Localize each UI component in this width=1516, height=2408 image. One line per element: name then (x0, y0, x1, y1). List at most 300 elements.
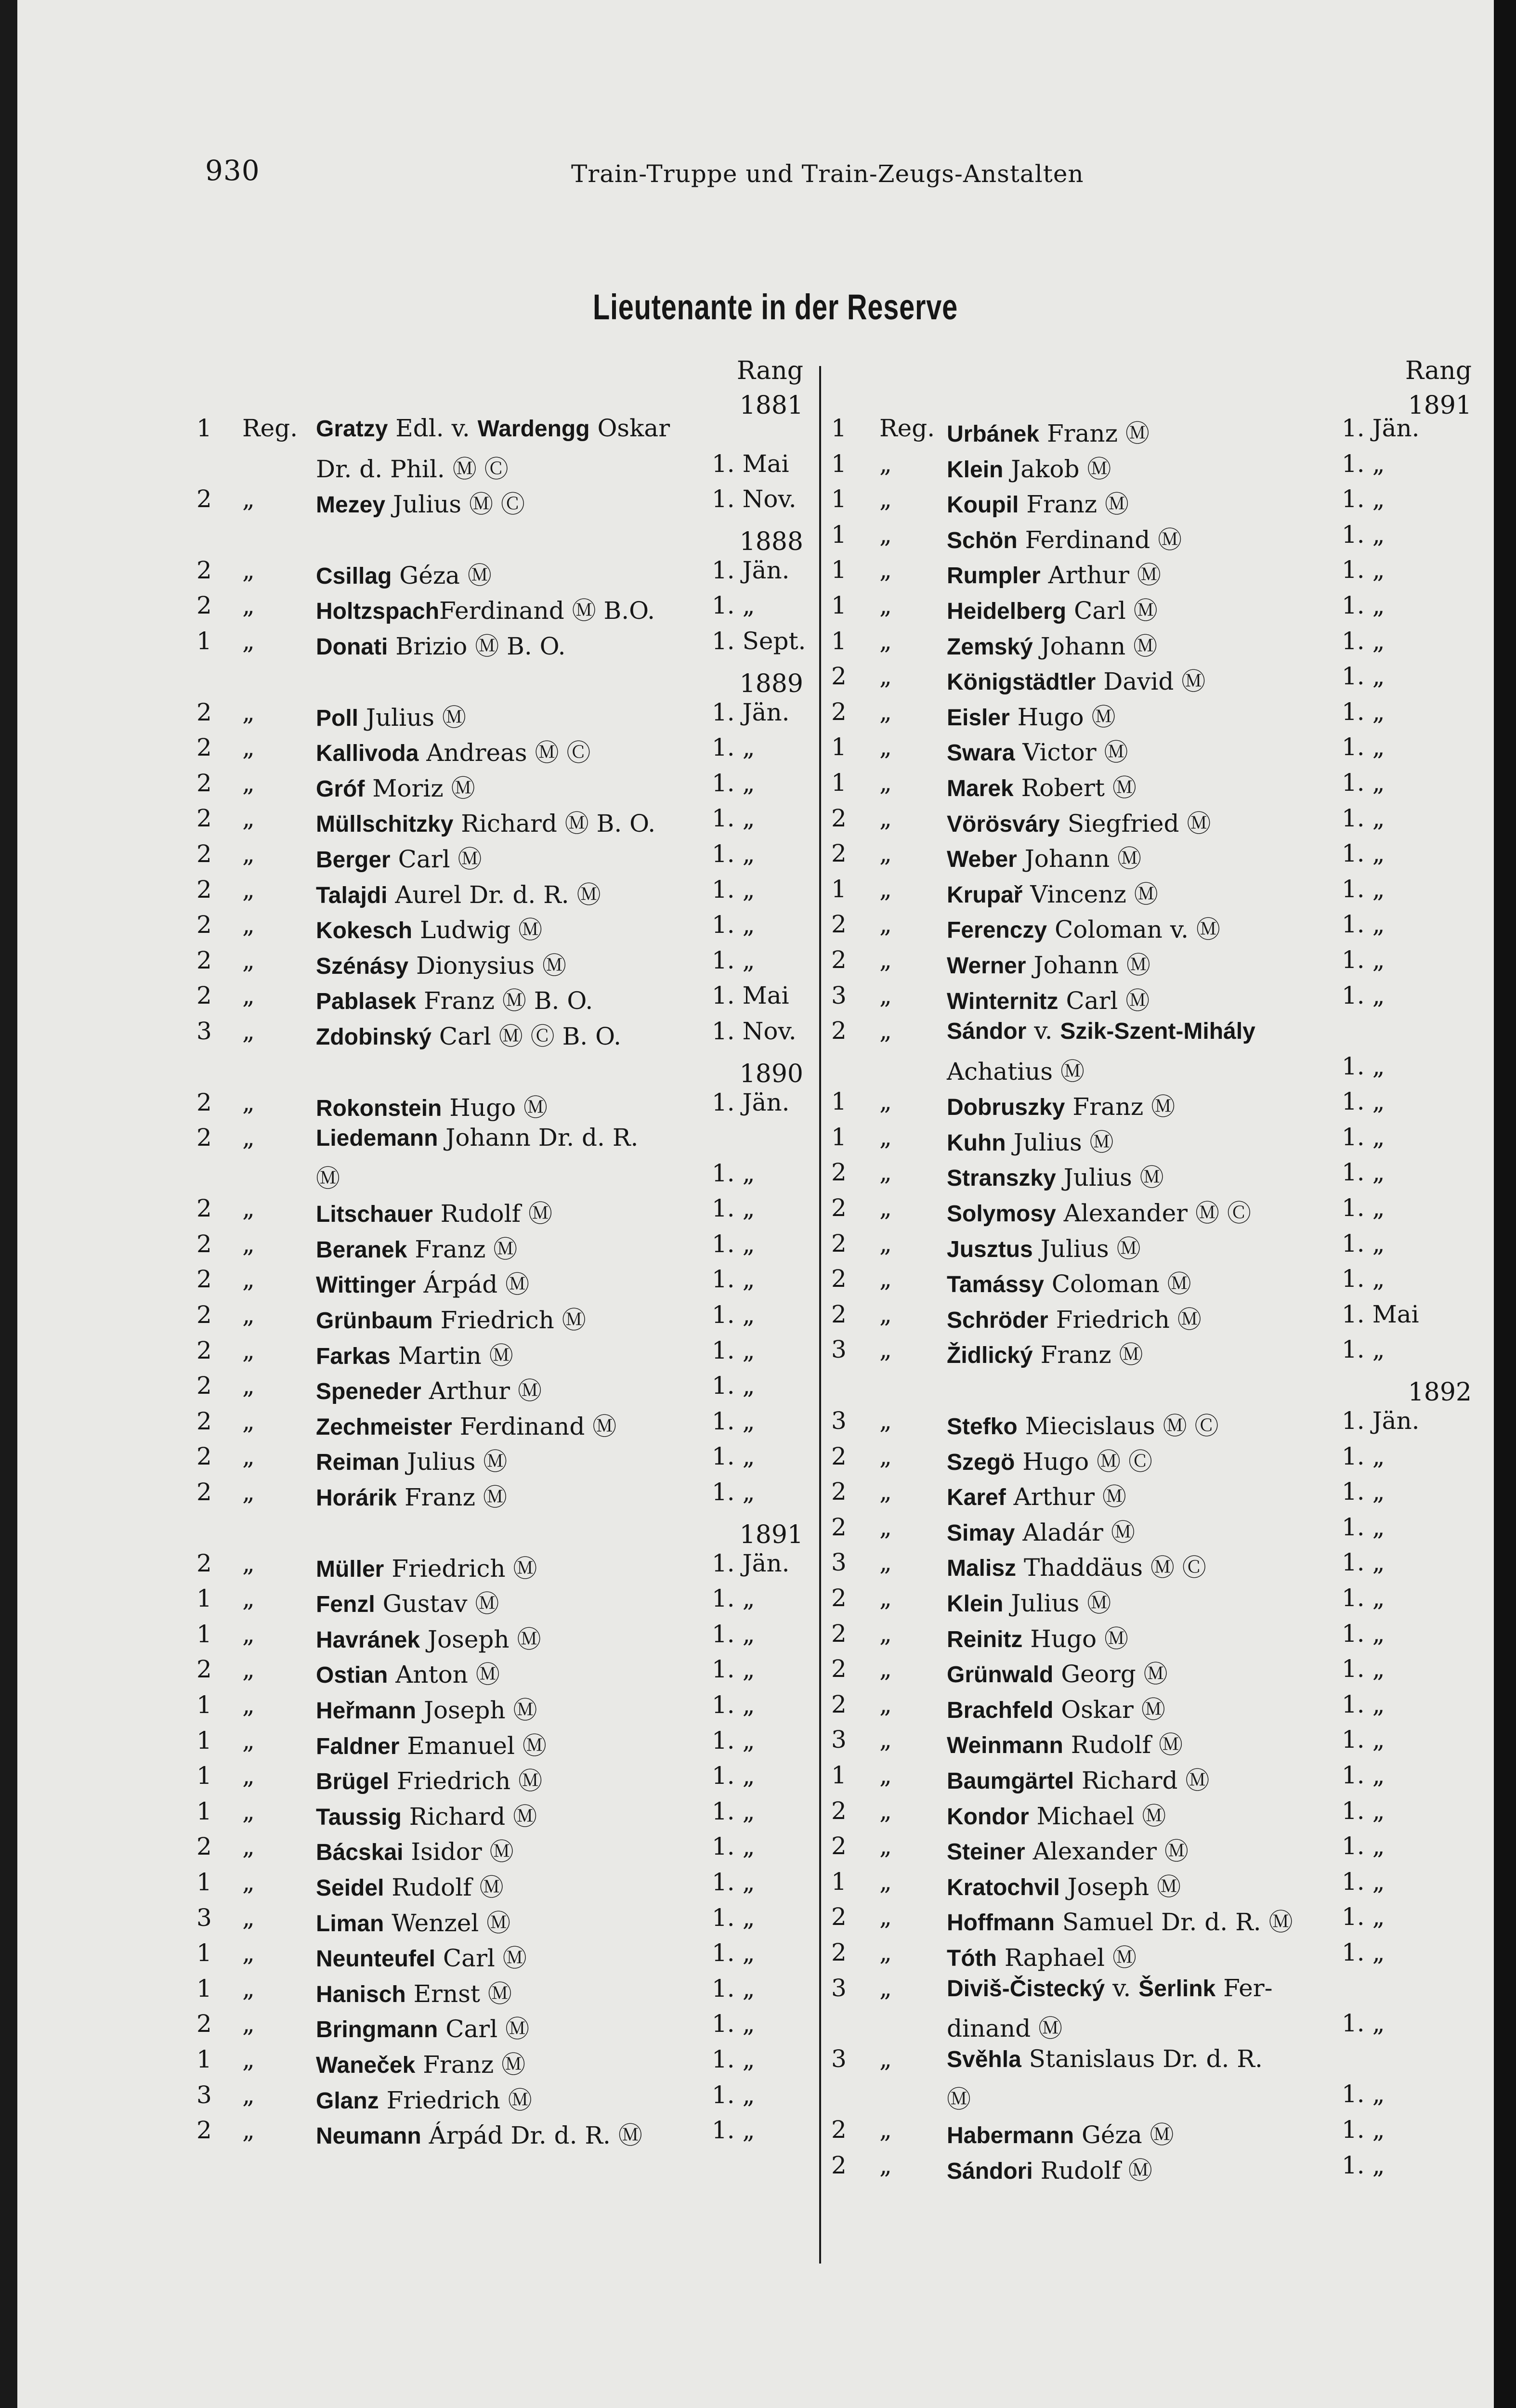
officer-name (947, 1690, 1165, 1725)
surname: Havránek (316, 1627, 420, 1653)
regiment-label: „ (242, 1301, 255, 1329)
officer-row (196, 1762, 808, 1797)
regiment-label: „ (879, 485, 892, 513)
officer-row (831, 1265, 1477, 1300)
rank-date: 1. „ (1342, 733, 1385, 761)
regiment-number: 1 (831, 875, 847, 903)
surname: Sándori (947, 2158, 1033, 2184)
rank-date: 1. „ (712, 2081, 755, 2109)
given-name: Hugo Ⓜ Ⓒ (1015, 1447, 1152, 1476)
rank-date: 1. „ (712, 2010, 755, 2038)
regiment-number: 1 (831, 1761, 847, 1789)
officer-row (831, 1087, 1477, 1123)
regiment-number: 2 (196, 769, 212, 797)
year-label: 1889 (739, 669, 803, 698)
regiment-number: 1 (831, 485, 847, 513)
rank-date: 1. „ (1342, 910, 1385, 939)
officer-row (831, 1903, 1477, 1938)
officer-row (831, 1938, 1477, 1974)
rank-date: 1. „ (1342, 662, 1385, 691)
officer-name (316, 769, 475, 804)
surname: Liman (316, 1911, 384, 1937)
regiment-number: 2 (831, 662, 847, 691)
rank-date: 1. „ (1342, 1726, 1385, 1754)
officer-name (947, 769, 1137, 803)
page-number: 930 (205, 154, 260, 187)
surname: Zemský (947, 634, 1033, 660)
given-name: Joseph Ⓜ (1059, 1872, 1181, 1901)
column-divider (819, 366, 821, 2264)
officer-row (196, 1301, 808, 1336)
regiment-label: „ (242, 1372, 255, 1400)
regiment-label: „ (879, 520, 892, 549)
officer-row (196, 450, 808, 485)
regiment-number: 2 (831, 1832, 847, 1860)
rank-date: 1. „ (712, 1939, 755, 1967)
officer-name (947, 1903, 1293, 1937)
year-heading (196, 1514, 808, 1549)
rank-date: 1. Jän. (712, 556, 790, 584)
officer-row (831, 2116, 1477, 2151)
officer-row (196, 876, 808, 911)
officer-name (947, 450, 1111, 484)
year-label: 1892 (1408, 1378, 1472, 1407)
given-name: Ferdinand Ⓜ B.O. (439, 597, 655, 625)
officer-row (196, 591, 808, 627)
given-name: Ferdinand Ⓜ (1017, 525, 1182, 554)
officer-row (831, 982, 1477, 1017)
name-extra: Oskar (589, 414, 670, 442)
regiment-number: 2 (831, 1938, 847, 1966)
regiment-label: „ (242, 1549, 255, 1577)
officer-name (316, 1442, 507, 1477)
given-name: Dionysius Ⓜ (408, 951, 567, 980)
rank-date: 1. „ (1342, 485, 1385, 513)
officer-row (196, 1407, 808, 1443)
given-name: Ferdinand Ⓜ (452, 1412, 617, 1440)
surname: Glanz (316, 2088, 379, 2114)
given-name: Achatius Ⓜ (947, 1057, 1085, 1086)
surname: Bringmann (316, 2017, 438, 2043)
surname: Rumpler (947, 563, 1041, 589)
officer-row (831, 1052, 1477, 1088)
surname: Krupař (947, 882, 1023, 908)
regiment-number: 1 (831, 449, 847, 478)
officer-row (196, 627, 808, 663)
given-name: Moriz Ⓜ (365, 774, 475, 802)
regiment-number: 3 (196, 2081, 212, 2109)
regiment-label: „ (879, 2151, 892, 2179)
regiment-label: „ (879, 1655, 892, 1683)
surname: Grünwald (947, 1662, 1054, 1688)
surname: Wittinger (316, 1272, 416, 1298)
regiment-number: 3 (196, 1017, 212, 1045)
regiment-label: „ (879, 591, 892, 619)
surname: Horárik (316, 1485, 397, 1511)
surname: Szénásy (316, 953, 409, 979)
surname: Rokonstein (316, 1095, 442, 1121)
officer-name (947, 414, 1150, 449)
given-name: Friedrich Ⓜ (432, 1306, 586, 1335)
rank-date: 1. „ (712, 1903, 755, 1932)
rank-date: 1. Jän. (712, 1088, 790, 1116)
given-name: David Ⓜ (1096, 667, 1206, 696)
officer-row (831, 2151, 1477, 2187)
regiment-label: „ (879, 449, 892, 478)
given-name: Jakob Ⓜ (1003, 455, 1111, 483)
rank-date: 1. „ (712, 1726, 755, 1754)
officer-name (316, 876, 601, 910)
given-name: Miecislaus Ⓜ Ⓒ (1017, 1412, 1219, 1440)
given-name: Carl Ⓜ (438, 2015, 530, 2043)
officer-name (316, 1939, 527, 1974)
year-heading (196, 521, 808, 556)
rank-date: 1. „ (1342, 1584, 1385, 1612)
regiment-number: 2 (196, 839, 212, 868)
regiment-number: 3 (196, 1903, 212, 1932)
officer-row (196, 2116, 808, 2152)
surname: Schön (947, 527, 1018, 553)
officer-name (947, 591, 1158, 626)
regiment-label: „ (879, 1796, 892, 1825)
rank-date: 1. „ (1342, 697, 1385, 726)
surname: Heřmann (316, 1698, 417, 1724)
surname-extra: Szik-Szent-Mihály (1060, 1019, 1255, 1045)
officer-row (831, 804, 1477, 840)
regiment-number: 3 (831, 1974, 847, 2002)
rank-date: 1. Nov. (712, 485, 797, 513)
regiment-number: 2 (831, 1265, 847, 1293)
regiment-number: 3 (831, 1548, 847, 1577)
year-heading (196, 663, 808, 698)
officer-name (947, 2116, 1174, 2150)
regiment-number: 1 (831, 1087, 847, 1116)
officer-name (947, 1052, 1085, 1087)
rank-date: 1. „ (712, 1868, 755, 1896)
officer-row (196, 1832, 808, 1868)
rank-date: 1. „ (1342, 520, 1385, 549)
officer-name (316, 2116, 642, 2151)
given-name: Isidor Ⓜ (403, 1838, 514, 1866)
surname: Tamássy (947, 1272, 1044, 1298)
officer-name (316, 1124, 638, 1152)
rank-date: 1. „ (1342, 1796, 1385, 1825)
regiment-label: „ (879, 945, 892, 974)
rank-date: 1. „ (1342, 2151, 1385, 2179)
given-name: Aurel Dr. d. R. Ⓜ (387, 880, 601, 909)
regiment-label: „ (879, 1548, 892, 1577)
surname: Stranszky (947, 1165, 1056, 1191)
rank-date: 1. „ (712, 875, 755, 903)
rank-date: 1. „ (712, 1832, 755, 1861)
surname: Faldner (316, 1733, 400, 1759)
officer-row (831, 1797, 1477, 1832)
regiment-number: 2 (831, 1903, 847, 1931)
regiment-label: „ (242, 1124, 255, 1152)
regiment-label: „ (242, 1230, 255, 1258)
regiment-number: 2 (831, 1300, 847, 1328)
rank-date: 1. Jän. (1342, 414, 1420, 442)
regiment-label: „ (242, 769, 255, 797)
regiment-label: „ (879, 556, 892, 584)
given-name: Brizio Ⓜ B. O. (388, 632, 566, 660)
officer-row (196, 2045, 808, 2081)
regiment-label: „ (879, 1335, 892, 1364)
rank-date: 1. Jän. (712, 1549, 790, 1577)
regiment-number: 2 (196, 556, 212, 584)
rank-date: 1. „ (712, 1797, 755, 1825)
officer-name (947, 1265, 1191, 1299)
given-name: Anton Ⓜ (388, 1661, 500, 1689)
regiment-number: 2 (196, 1230, 212, 1258)
officer-name (947, 698, 1115, 733)
officer-row (831, 1690, 1477, 1726)
regiment-number: 1 (196, 1691, 212, 1719)
year-label: 1891 (739, 1520, 803, 1549)
rank-date: 1. „ (1342, 1690, 1385, 1718)
rank-date: 1. „ (712, 1230, 755, 1258)
regiment-label: „ (242, 982, 255, 1010)
surname: Waneček (316, 2052, 416, 2078)
regiment-label: „ (879, 1017, 892, 1045)
regiment-number: 2 (831, 1655, 847, 1683)
regiment-label: „ (242, 1336, 255, 1364)
officer-name (316, 698, 466, 733)
regiment-number: 2 (196, 804, 212, 833)
regiment-label: „ (242, 1655, 255, 1684)
given-name: Hugo Ⓜ (1022, 1624, 1129, 1653)
regiment-label: „ (879, 697, 892, 726)
surname-extra: Wardengg (477, 416, 590, 442)
regiment-number: 2 (831, 1017, 847, 1045)
regiment-number: 2 (196, 1442, 212, 1471)
officer-name (947, 2080, 971, 2115)
officer-name (947, 1938, 1137, 1973)
rank-date: 1. „ (712, 911, 755, 939)
officer-row (831, 485, 1477, 521)
regiment-label: „ (879, 1761, 892, 1789)
officer-row (196, 733, 808, 769)
officer-row (831, 627, 1477, 663)
given-name: Arthur Ⓜ (1006, 1483, 1126, 1511)
officer-name (947, 1407, 1218, 1441)
officer-name (316, 1336, 513, 1371)
officer-name (947, 521, 1182, 555)
surname: Baumgärtel (947, 1768, 1074, 1794)
regiment-number: 2 (831, 1796, 847, 1825)
given-name: Rudolf Ⓜ (432, 1200, 552, 1228)
officer-row (831, 1832, 1477, 1868)
officer-name (947, 733, 1128, 768)
given-name: Arthur Ⓜ (421, 1377, 542, 1405)
rank-date: 1. Mai (712, 449, 789, 478)
given-name: Aladár Ⓜ (1015, 1518, 1135, 1546)
regiment-number: 1 (196, 1797, 212, 1825)
given-name: Ⓜ (947, 2085, 971, 2114)
regiment-number: 1 (196, 1762, 212, 1790)
regiment-number: 1 (831, 733, 847, 761)
given-name: Géza Ⓜ (1074, 2120, 1174, 2149)
regiment-label: „ (879, 2044, 892, 2073)
rank-date: 1. Mai (712, 982, 789, 1010)
given-name: Friedrich Ⓜ (379, 2086, 532, 2114)
regiment-number: 2 (196, 1301, 212, 1329)
regiment-number: 2 (196, 1124, 212, 1152)
regiment-number: 3 (831, 981, 847, 1009)
officer-name (316, 911, 542, 945)
rank-date: 1. „ (1342, 1867, 1385, 1896)
regiment-label: „ (879, 1974, 892, 2002)
officer-name (947, 556, 1161, 590)
given-name: Richard Ⓜ (1074, 1766, 1210, 1794)
surname: Speneder (316, 1379, 421, 1405)
given-name: Friedrich Ⓜ (389, 1767, 543, 1795)
officer-name (947, 627, 1157, 662)
rank-date: 1. „ (712, 1159, 755, 1187)
officer-name (947, 1513, 1135, 1548)
regiment-number: 2 (196, 698, 212, 726)
year-heading (196, 1053, 808, 1088)
regiment-label: „ (242, 1797, 255, 1825)
officer-name (947, 662, 1205, 697)
surname: Taussig (316, 1804, 402, 1830)
surname: Tóth (947, 1945, 997, 1971)
regiment-label: „ (879, 662, 892, 691)
officer-row (831, 1123, 1477, 1159)
surname: Grünbaum (316, 1308, 433, 1334)
given-name: Samuel Dr. d. R. Ⓜ (1054, 1908, 1293, 1937)
rank-date: 1. „ (712, 1194, 755, 1223)
officer-name (947, 2009, 1062, 2044)
regiment-label: „ (242, 804, 255, 833)
name-extra: Fer- (1215, 1974, 1273, 2002)
officer-row (196, 769, 808, 805)
given-name: Franz Ⓜ (1019, 490, 1129, 519)
given-name: Ⓜ (316, 1164, 340, 1192)
rank-date: 1. „ (712, 591, 755, 620)
officer-row (831, 521, 1477, 556)
officer-row (196, 1868, 808, 1904)
officer-name (316, 1265, 529, 1300)
given-name: Ludwig Ⓜ (412, 916, 543, 944)
rank-date: 1. „ (1342, 627, 1385, 655)
regiment-label: „ (242, 1832, 255, 1861)
rank-date: 1. „ (1342, 1938, 1385, 1966)
rank-date: 1. „ (1342, 2080, 1385, 2108)
officer-row (831, 1868, 1477, 1903)
given-name: Richard Ⓜ (401, 1802, 537, 1831)
given-name: Friedrich Ⓜ (384, 1554, 537, 1583)
rang-heading (831, 356, 1477, 420)
rank-date: 1. „ (712, 1336, 755, 1364)
rank-date: 1. „ (1342, 1619, 1385, 1648)
surname: Weber (947, 847, 1017, 873)
officer-name (316, 414, 670, 442)
surname: Malisz (947, 1556, 1017, 1582)
regiment-label: „ (242, 1726, 255, 1754)
regiment-number: 2 (831, 2115, 847, 2144)
surname: Steiner (947, 1839, 1025, 1865)
regiment-label: „ (242, 1194, 255, 1223)
regiment-number: 2 (831, 1229, 847, 1257)
rank-date: 1. „ (1342, 981, 1385, 1009)
left-column (196, 356, 808, 2283)
regiment-label: „ (242, 875, 255, 903)
surname: Werner (947, 953, 1026, 979)
surname: Mezey (316, 492, 386, 518)
rang-label: Rang (1405, 356, 1472, 385)
given-name: Alexander Ⓜ (1025, 1837, 1189, 1866)
surname: Seidel (316, 1875, 384, 1901)
officer-row (831, 839, 1477, 875)
regiment-label: „ (879, 1619, 892, 1648)
surname: Swara (947, 740, 1015, 766)
regiment-number: 2 (196, 875, 212, 903)
regiment-label: „ (242, 1088, 255, 1116)
surname: Svěhla (947, 2046, 1021, 2072)
officer-row (196, 1975, 808, 2010)
surname: Pablasek (316, 989, 417, 1015)
rank-date: 1. „ (712, 1691, 755, 1719)
rank-date: 1. „ (1342, 1832, 1385, 1860)
surname: Fenzl (316, 1592, 375, 1618)
regiment-number: 3 (831, 1407, 847, 1435)
officer-name (316, 1620, 541, 1655)
regiment-number: 2 (831, 1584, 847, 1612)
given-name: Julius Ⓜ (1056, 1164, 1164, 1192)
officer-name (947, 1620, 1128, 1654)
rank-date: 1. „ (712, 1584, 755, 1613)
surname: Müller (316, 1556, 384, 1582)
officer-row (831, 662, 1477, 698)
surname: Neumann (316, 2123, 421, 2149)
given-name: Carl Ⓜ (390, 845, 482, 873)
given-name: Hugo Ⓜ (442, 1093, 548, 1122)
officer-name (947, 910, 1220, 945)
given-name: Coloman v. Ⓜ (1047, 916, 1220, 944)
officer-name (947, 2151, 1152, 2186)
officer-name (947, 1194, 1251, 1229)
officer-name (947, 804, 1211, 839)
year-heading (831, 1371, 1477, 1407)
surname: Holtzspach (316, 599, 440, 625)
surname: Gratzy (316, 416, 388, 442)
officer-row (831, 733, 1477, 769)
running-title: Train-Truppe und Train-Zeugs-Anstalten (571, 160, 1084, 188)
regiment-label: „ (242, 2081, 255, 2109)
surname: Szegö (947, 1449, 1015, 1475)
surname: Gróf (316, 776, 365, 802)
rank-date: 1. „ (1342, 1052, 1385, 1080)
regiment-number: 1 (196, 1974, 212, 2002)
regiment-number: 2 (196, 733, 212, 762)
officer-name (316, 1301, 586, 1335)
surname: Urbánek (947, 421, 1040, 447)
rank-date: 1. „ (712, 1407, 755, 1435)
rang-year: 1891 (1408, 391, 1472, 420)
given-name: Árpád Dr. d. R. Ⓜ (421, 2121, 642, 2150)
officer-row (196, 2081, 808, 2117)
officer-name (947, 1584, 1111, 1619)
given-name: Julius Ⓜ (1003, 1589, 1111, 1617)
surname: Dobruszky (947, 1095, 1065, 1121)
officer-row (196, 1159, 808, 1195)
regiment-label: „ (879, 839, 892, 868)
regiment-label: „ (879, 1442, 892, 1470)
regiment-label: „ (242, 2010, 255, 2038)
regiment-label: Reg. (879, 414, 935, 442)
surname: Habermann (947, 2122, 1074, 2148)
